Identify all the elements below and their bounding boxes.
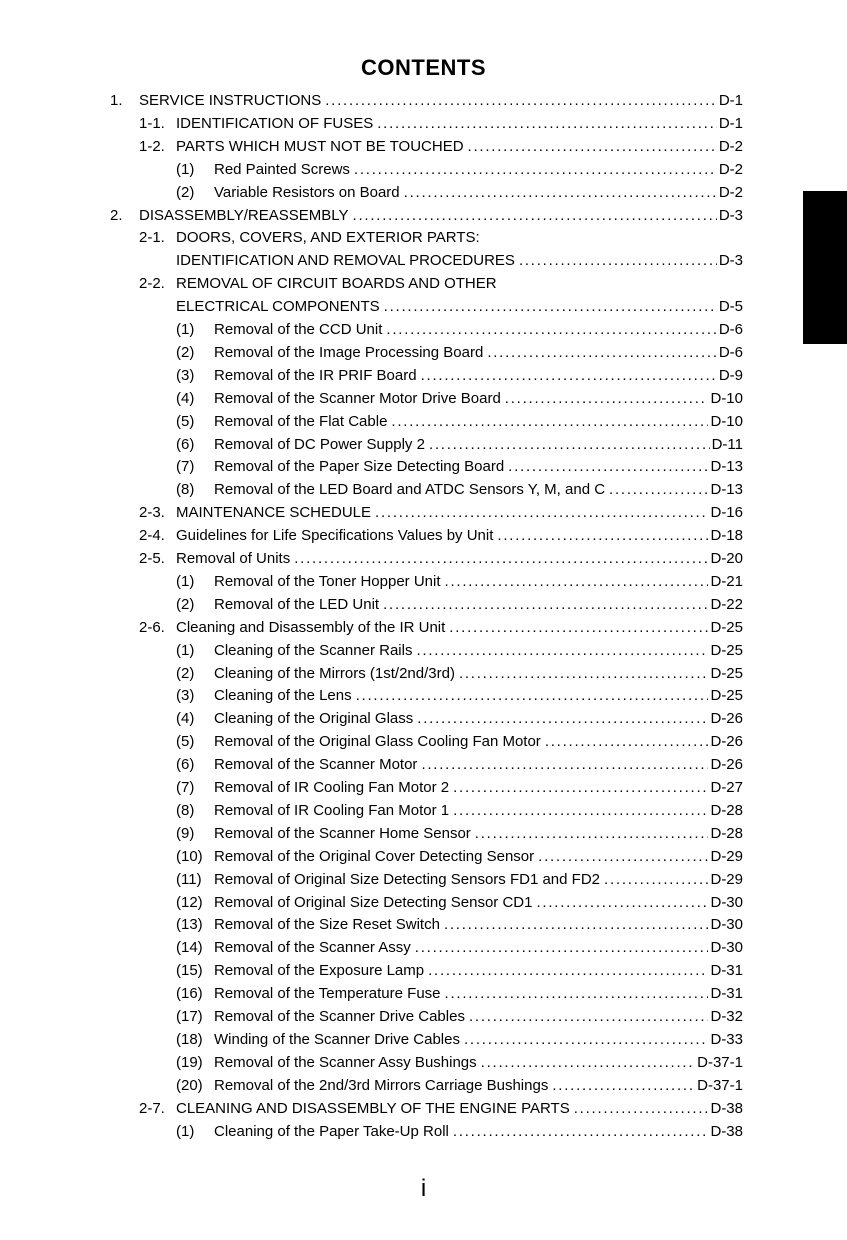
toc-entry-page: D-20 xyxy=(710,550,743,567)
toc-entry-label: Removal of the LED Board and ATDC Sensors Y, M, and C xyxy=(214,481,606,499)
toc-entry-page: D-38 xyxy=(710,1122,743,1140)
toc-entry-page: D-26 xyxy=(710,710,743,728)
toc-entry-number: (1) xyxy=(176,321,195,338)
toc-entry xyxy=(176,455,743,478)
toc-entry-number: (7) xyxy=(176,779,195,796)
toc-entry-page: D-3 xyxy=(718,206,743,224)
toc-leader-dots xyxy=(497,524,708,547)
toc-entry-number: (15) xyxy=(176,962,203,980)
toc-entry-label: Removal of the 2nd/3rd Mirrors Carriage Bushings xyxy=(214,1076,549,1094)
toc-entry-label: ELECTRICAL COMPONENTS xyxy=(176,298,380,316)
toc-entry xyxy=(176,662,743,685)
toc-entry xyxy=(139,616,743,639)
toc-entry xyxy=(176,845,743,868)
toc-entry xyxy=(176,1074,743,1097)
toc-leader-dots xyxy=(429,433,710,456)
toc-entry-page: D-37-1 xyxy=(697,1053,743,1071)
toc-leader-dots xyxy=(508,455,708,478)
toc-entry-label: MAINTENANCE SCHEDULE xyxy=(176,504,372,522)
toc-entry xyxy=(110,204,743,227)
toc-leader-dots xyxy=(505,387,709,410)
toc-entry xyxy=(110,89,743,112)
toc-leader-dots xyxy=(404,181,717,204)
toc-entry xyxy=(176,776,743,799)
toc-entry xyxy=(176,478,743,501)
toc-entry xyxy=(176,1028,743,1051)
toc-entry-page: D-28 xyxy=(710,824,743,842)
toc-entry xyxy=(176,593,743,616)
toc-entry-label: Removal of the IR PRIF Board xyxy=(214,366,417,384)
toc-leader-dots xyxy=(552,1074,695,1097)
toc-leader-dots xyxy=(481,1051,696,1074)
toc-entry-number: (5) xyxy=(176,733,195,751)
toc-entry-number: 1-2. xyxy=(139,137,165,155)
toc-entry-label: IDENTIFICATION AND REMOVAL PROCEDURES xyxy=(176,252,515,270)
toc-entry-label: Red Painted Screws xyxy=(214,160,350,178)
toc-entry-label: Removal of the Scanner Drive Cables xyxy=(214,1008,465,1025)
toc-entry-number: (13) xyxy=(176,916,203,934)
toc-entry xyxy=(176,364,743,387)
toc-entry xyxy=(176,433,743,456)
toc-leader-dots xyxy=(459,662,709,685)
toc-entry-page: D-10 xyxy=(710,412,743,430)
toc-entry xyxy=(176,753,743,776)
toc-entry xyxy=(176,868,743,891)
toc-leader-dots xyxy=(383,593,708,616)
toc-entry-number: 2-3. xyxy=(139,504,165,522)
toc-entry xyxy=(176,341,743,364)
toc-entry-number: (5) xyxy=(176,412,195,430)
toc-entry-number: (3) xyxy=(176,366,195,384)
toc-leader-dots xyxy=(519,249,717,272)
toc-entry-page: D-25 xyxy=(710,618,743,636)
toc-entry xyxy=(176,891,743,914)
page-title: CONTENTS xyxy=(361,55,486,80)
toc-entry-page: D-6 xyxy=(718,321,743,338)
toc-entry-label: Cleaning of the Original Glass xyxy=(214,710,414,728)
section-tab-marker xyxy=(803,191,847,344)
toc-entry-label: Removal of Units xyxy=(176,550,291,567)
toc-entry-label: Removal of the Scanner Motor xyxy=(214,756,418,774)
toc-entry xyxy=(176,1051,743,1074)
toc-entry-label: Removal of Original Size Detecting Sensor CD1 xyxy=(214,893,533,911)
toc-entry-number: (2) xyxy=(176,343,195,361)
toc-entry-page: D-26 xyxy=(710,756,743,774)
toc-entry-label: Removal of the Original Cover Detecting Sensor xyxy=(214,847,535,865)
toc-leader-dots xyxy=(475,822,709,845)
toc-entry-label: Removal of the Scanner Home Sensor xyxy=(214,824,471,842)
toc-entry-page: D-27 xyxy=(710,779,743,796)
toc-leader-dots xyxy=(444,913,709,936)
toc-leader-dots xyxy=(356,684,709,707)
toc-entry-number: (3) xyxy=(176,687,195,705)
toc-entry-page: D-16 xyxy=(710,504,743,522)
toc-entry-label: Removal of the Flat Cable xyxy=(214,412,388,430)
toc-entry-number: (2) xyxy=(176,664,195,682)
toc-entry-page: D-32 xyxy=(710,1008,743,1025)
toc-entry-number: 2-7. xyxy=(139,1099,165,1117)
toc-leader-dots xyxy=(384,295,717,318)
toc-leader-dots xyxy=(375,501,708,524)
toc-entry-label: Removal of the Toner Hopper Unit xyxy=(214,572,441,590)
toc-entry-number: (4) xyxy=(176,710,195,728)
toc-entry xyxy=(139,272,743,295)
toc-entry-number: (6) xyxy=(176,756,195,774)
toc-entry-page: D-9 xyxy=(718,366,743,384)
toc-entry-page: D-29 xyxy=(710,847,743,865)
toc-entry-label: Removal of the Scanner Assy Bushings xyxy=(214,1053,477,1071)
toc-leader-dots xyxy=(453,776,708,799)
toc-leader-dots xyxy=(464,1028,709,1051)
toc-entry-page: D-3 xyxy=(718,252,743,270)
toc-entry-page: D-37-1 xyxy=(697,1076,743,1094)
toc-leader-dots xyxy=(391,410,708,433)
toc-entry-page: D-2 xyxy=(718,160,743,178)
toc-leader-dots xyxy=(294,547,708,570)
toc-leader-dots xyxy=(421,753,708,776)
toc-leader-dots xyxy=(468,135,717,158)
toc-entry-page: D-30 xyxy=(710,939,743,957)
toc-entry xyxy=(176,799,743,822)
toc-entry xyxy=(139,547,743,570)
toc-leader-dots xyxy=(377,112,717,135)
toc-entry-label: Removal of the CCD Unit xyxy=(214,321,383,338)
toc-entry-number: 2-4. xyxy=(139,527,165,545)
toc-entry xyxy=(176,158,743,181)
toc-entry-page: D-22 xyxy=(710,595,743,613)
toc-entry-page: D-33 xyxy=(710,1030,743,1048)
toc-entry-number: (16) xyxy=(176,985,203,1003)
toc-leader-dots xyxy=(536,891,708,914)
toc-leader-dots xyxy=(421,364,717,387)
toc-entry-label: Removal of the Original Glass Cooling Fan Motor xyxy=(214,733,541,751)
toc-entry-label: Removal of IR Cooling Fan Motor 1 xyxy=(214,801,450,819)
toc-entry-number: (12) xyxy=(176,893,203,911)
toc-entry-page: D-28 xyxy=(710,801,743,819)
toc-entry-label: Cleaning and Disassembly of the IR Unit xyxy=(176,618,446,636)
toc-leader-dots xyxy=(354,158,717,181)
toc-entry xyxy=(176,822,743,845)
toc-entry-page: D-31 xyxy=(710,985,743,1003)
toc-entry xyxy=(139,1097,743,1120)
toc-entry-number: (20) xyxy=(176,1076,203,1094)
toc-entry xyxy=(176,1120,743,1143)
toc-entry xyxy=(176,570,743,593)
toc-entry-page: D-2 xyxy=(718,137,743,155)
toc-entry-label: Winding of the Scanner Drive Cables xyxy=(214,1030,460,1048)
toc-entry-label: Removal of the Paper Size Detecting Board xyxy=(214,458,505,476)
toc-entry-page: D-21 xyxy=(710,572,743,590)
toc-entry-label: DOORS, COVERS, AND EXTERIOR PARTS: xyxy=(176,229,480,247)
toc-entry xyxy=(176,936,743,959)
toc-entry-label: Removal of the Image Processing Board xyxy=(214,343,484,361)
toc-entry xyxy=(176,707,743,730)
toc-leader-dots xyxy=(386,318,716,341)
toc-leader-dots xyxy=(453,799,708,822)
toc-entry-number: (1) xyxy=(176,1122,195,1140)
toc-entry-number: 1-1. xyxy=(139,114,165,132)
toc-entry-label: Removal of DC Power Supply 2 xyxy=(214,435,425,453)
page-number: i xyxy=(420,1175,427,1202)
toc-entry xyxy=(139,501,743,524)
toc-entry xyxy=(139,112,743,135)
toc-leader-dots xyxy=(487,341,717,364)
toc-entry-number: (4) xyxy=(176,389,195,407)
toc-entry-number: (10) xyxy=(176,847,203,865)
toc-entry-label: Removal of IR Cooling Fan Motor 2 xyxy=(214,779,450,796)
toc-entry-number: 2-1. xyxy=(139,229,165,247)
toc-entry-number: (8) xyxy=(176,801,195,819)
toc-entry-label: Cleaning of the Lens xyxy=(214,687,352,705)
toc-entry-label: DISASSEMBLY/REASSEMBLY xyxy=(139,206,349,224)
toc-entry-page: D-25 xyxy=(710,687,743,705)
toc-entry-page: D-25 xyxy=(710,664,743,682)
toc-entry-label: Cleaning of the Scanner Rails xyxy=(214,641,413,659)
toc-entry-number: 1. xyxy=(110,92,123,109)
toc-leader-dots xyxy=(545,730,709,753)
toc-entry-label: Variable Resistors on Board xyxy=(214,183,400,201)
toc-leader-dots xyxy=(416,639,708,662)
toc-entry xyxy=(176,639,743,662)
toc-entry-number: (7) xyxy=(176,458,195,476)
toc-entry xyxy=(176,730,743,753)
toc-leader-dots xyxy=(325,89,717,112)
toc-leader-dots xyxy=(415,936,709,959)
toc-entry-label: Removal of the Scanner Motor Drive Board xyxy=(214,389,501,407)
toc-entry-number: (2) xyxy=(176,595,195,613)
toc-leader-dots xyxy=(445,570,709,593)
toc-entry-number: (19) xyxy=(176,1053,203,1071)
toc-entry-page: D-2 xyxy=(718,183,743,201)
toc-entry-page: D-30 xyxy=(710,916,743,934)
toc-entry-number: (6) xyxy=(176,435,195,453)
toc-entry-page: D-13 xyxy=(710,481,743,499)
toc-leader-dots xyxy=(609,478,708,501)
toc-entry xyxy=(176,410,743,433)
toc-entry-page: D-6 xyxy=(718,343,743,361)
toc-entry-page: D-29 xyxy=(710,870,743,888)
toc-entry-number: 2-6. xyxy=(139,618,165,636)
toc-entry-page: D-1 xyxy=(718,92,743,109)
toc-entry-label: Guidelines for Life Specifications Values by Unit xyxy=(176,527,494,545)
toc-entry xyxy=(139,295,743,318)
toc-entry-label: Removal of the Size Reset Switch xyxy=(214,916,440,934)
toc-leader-dots xyxy=(453,1120,709,1143)
toc-entry-label: SERVICE INSTRUCTIONS xyxy=(139,92,322,109)
toc-entry-page: D-30 xyxy=(710,893,743,911)
toc-entry xyxy=(176,318,743,341)
toc-entry xyxy=(176,913,743,936)
toc-entry-page: D-10 xyxy=(710,389,743,407)
toc-leader-dots xyxy=(445,982,709,1005)
toc-entry xyxy=(176,959,743,982)
toc-entry-label: Removal of the Scanner Assy xyxy=(214,939,411,957)
toc-entry-label: CLEANING AND DISASSEMBLY OF THE ENGINE PARTS xyxy=(176,1099,570,1117)
toc-entry xyxy=(139,226,743,249)
toc-entry-number: (17) xyxy=(176,1008,203,1025)
toc-entry-label: Removal of the Temperature Fuse xyxy=(214,985,441,1003)
toc-entry-label: Removal of the LED Unit xyxy=(214,595,380,613)
toc-entry-label: Cleaning of the Mirrors (1st/2nd/3rd) xyxy=(214,664,455,682)
toc-entry-number: (9) xyxy=(176,824,195,842)
toc-entry-number: (14) xyxy=(176,939,203,957)
toc-entry-page: D-11 xyxy=(711,435,743,453)
toc-entry-number: (8) xyxy=(176,481,195,499)
toc-leader-dots xyxy=(574,1097,709,1120)
toc-leader-dots xyxy=(449,616,708,639)
toc-entry-number: (2) xyxy=(176,183,195,201)
toc-entry xyxy=(176,387,743,410)
toc-leader-dots xyxy=(417,707,708,730)
toc-entry-label: Removal of Original Size Detecting Sensors FD1 and FD2 xyxy=(214,870,601,888)
toc-leader-dots xyxy=(353,204,717,227)
toc-entry-page: D-25 xyxy=(710,641,743,659)
toc-entry-number: 2-2. xyxy=(139,275,165,293)
toc-entry-label: Removal of the Exposure Lamp xyxy=(214,962,425,980)
toc-entry-label: REMOVAL OF CIRCUIT BOARDS AND OTHER xyxy=(176,275,497,293)
toc-entry-label: Cleaning of the Paper Take-Up Roll xyxy=(214,1122,449,1140)
toc-entry-page: D-26 xyxy=(710,733,743,751)
toc-entry-page: D-18 xyxy=(710,527,743,545)
toc-entry-label: PARTS WHICH MUST NOT BE TOUCHED xyxy=(176,137,464,155)
toc-entry-page: D-38 xyxy=(710,1099,743,1117)
toc-entry xyxy=(176,982,743,1005)
toc-leader-dots xyxy=(428,959,708,982)
toc-entry xyxy=(176,1005,743,1028)
toc-entry-number: (1) xyxy=(176,641,195,659)
toc-entry xyxy=(139,524,743,547)
toc-entry-page: D-5 xyxy=(718,298,743,316)
toc-entry-number: (1) xyxy=(176,572,195,590)
toc-entry-label: IDENTIFICATION OF FUSES xyxy=(176,114,374,132)
toc-entry-page: D-1 xyxy=(718,114,743,132)
toc-leader-dots xyxy=(538,845,708,868)
toc-entry-number: (1) xyxy=(176,160,195,178)
toc-entry-number: 2-5. xyxy=(139,550,165,567)
toc-entry xyxy=(139,135,743,158)
toc-entry-page: D-13 xyxy=(710,458,743,476)
toc-entry xyxy=(176,181,743,204)
toc-entry-page: D-31 xyxy=(710,962,743,980)
toc-entry-number: (11) xyxy=(176,870,202,888)
toc-entry-number: 2. xyxy=(110,206,123,224)
toc-entry-number: (18) xyxy=(176,1030,203,1048)
toc-leader-dots xyxy=(469,1005,709,1028)
toc-leader-dots xyxy=(604,868,708,891)
toc-entry xyxy=(139,249,743,272)
toc-entry xyxy=(176,684,743,707)
